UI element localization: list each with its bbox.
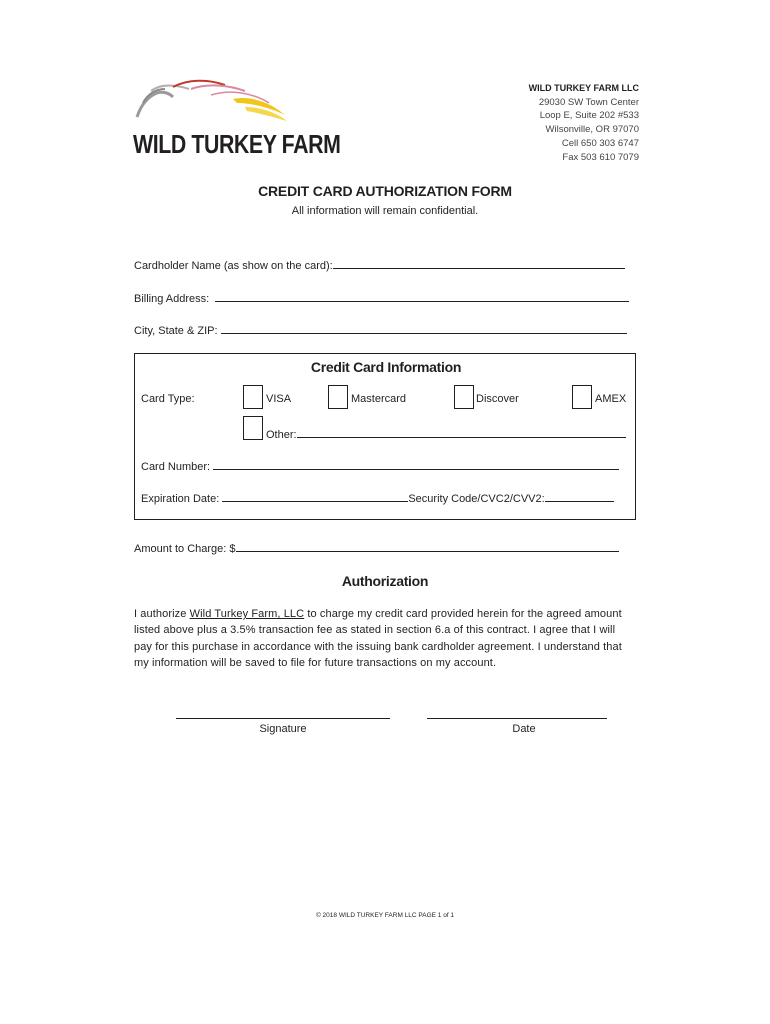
authorization-text-start: I authorize (134, 608, 190, 620)
cardholder-name-input[interactable] (333, 257, 625, 269)
city-state-zip-input[interactable] (221, 322, 627, 334)
signature-label: Signature (259, 723, 307, 735)
billing-field (134, 290, 629, 305)
mastercard-checkbox[interactable] (328, 385, 348, 409)
city-field (134, 322, 627, 337)
authorization-title: Authorization (341, 573, 429, 589)
company-city: Wilsonville, OR 97070 (545, 124, 639, 136)
other-checkbox[interactable] (243, 416, 263, 440)
visa-label: VISA (266, 393, 292, 405)
expiration-field (141, 490, 614, 505)
card-number-field (141, 458, 619, 473)
amount-label: Amount to Charge: $ (134, 543, 236, 555)
company-cell: Cell 650 303 6747 (561, 137, 639, 149)
other-card-input[interactable] (297, 426, 626, 438)
amount-field (134, 540, 619, 555)
visa-checkbox[interactable] (243, 385, 263, 409)
amount-input[interactable] (236, 540, 619, 552)
discover-label: Discover (476, 393, 519, 405)
card-type-label: Card Type: (141, 393, 195, 405)
billing-address-input[interactable] (215, 290, 629, 302)
form-title: CREDIT CARD AUTHORIZATION FORM (258, 183, 512, 199)
city-label: City, State & ZIP: (134, 325, 218, 337)
card-number-input[interactable] (213, 458, 619, 470)
expiration-date-input[interactable] (222, 490, 408, 502)
date-line[interactable] (427, 717, 607, 719)
logo-wordmark: WILD TURKEY FARM (133, 129, 341, 159)
company-address-line2: Loop E, Suite 202 #533 (539, 110, 639, 122)
billing-label: Billing Address: (134, 293, 210, 305)
date-label: Date (512, 723, 536, 735)
cardholder-label: Cardholder Name (as show on the card): (134, 260, 333, 272)
discover-checkbox[interactable] (454, 385, 474, 409)
signature-line[interactable] (176, 717, 390, 719)
mastercard-label: Mastercard (351, 393, 407, 405)
logo-graphic (133, 77, 293, 123)
company-address-line1: 29030 SW Town Center (538, 96, 639, 108)
card-number-label: Card Number: (141, 461, 211, 473)
company-info (529, 82, 639, 164)
expiration-label: Expiration Date: (141, 493, 220, 505)
company-name-underlined: Wild Turkey Farm, LLC (189, 608, 305, 620)
security-code-label: Security Code/CVC2/CVV2: (408, 493, 545, 505)
form-subtitle: All information will remain confidential. (291, 205, 479, 217)
amex-label: AMEX (595, 393, 627, 405)
credit-card-title: Credit Card Information (310, 359, 462, 375)
security-code-input[interactable] (545, 490, 614, 502)
authorization-text-rest: to charge my credit card provided herein for the agreed amount listed above plus a 3.5% transaction fee as stated in section 6.a of this contract. I agree that I will pay for this purchase in accordance with the issuing bank cardholder agreement. I understand that my information will be saved to file for future transactions on my account. (134, 608, 622, 669)
company-name: WILD TURKEY FARM LLC (528, 83, 639, 93)
other-label: Other: (266, 429, 297, 441)
amex-checkbox[interactable] (572, 385, 592, 409)
company-fax: Fax 503 610 7079 (562, 151, 639, 163)
other-field (266, 426, 626, 441)
credit-card-section (134, 353, 636, 520)
authorization-text (134, 606, 634, 671)
cardholder-field (134, 257, 625, 272)
page-footer: © 2018 WILD TURKEY FARM LLC PAGE 1 of 1 (315, 912, 455, 919)
